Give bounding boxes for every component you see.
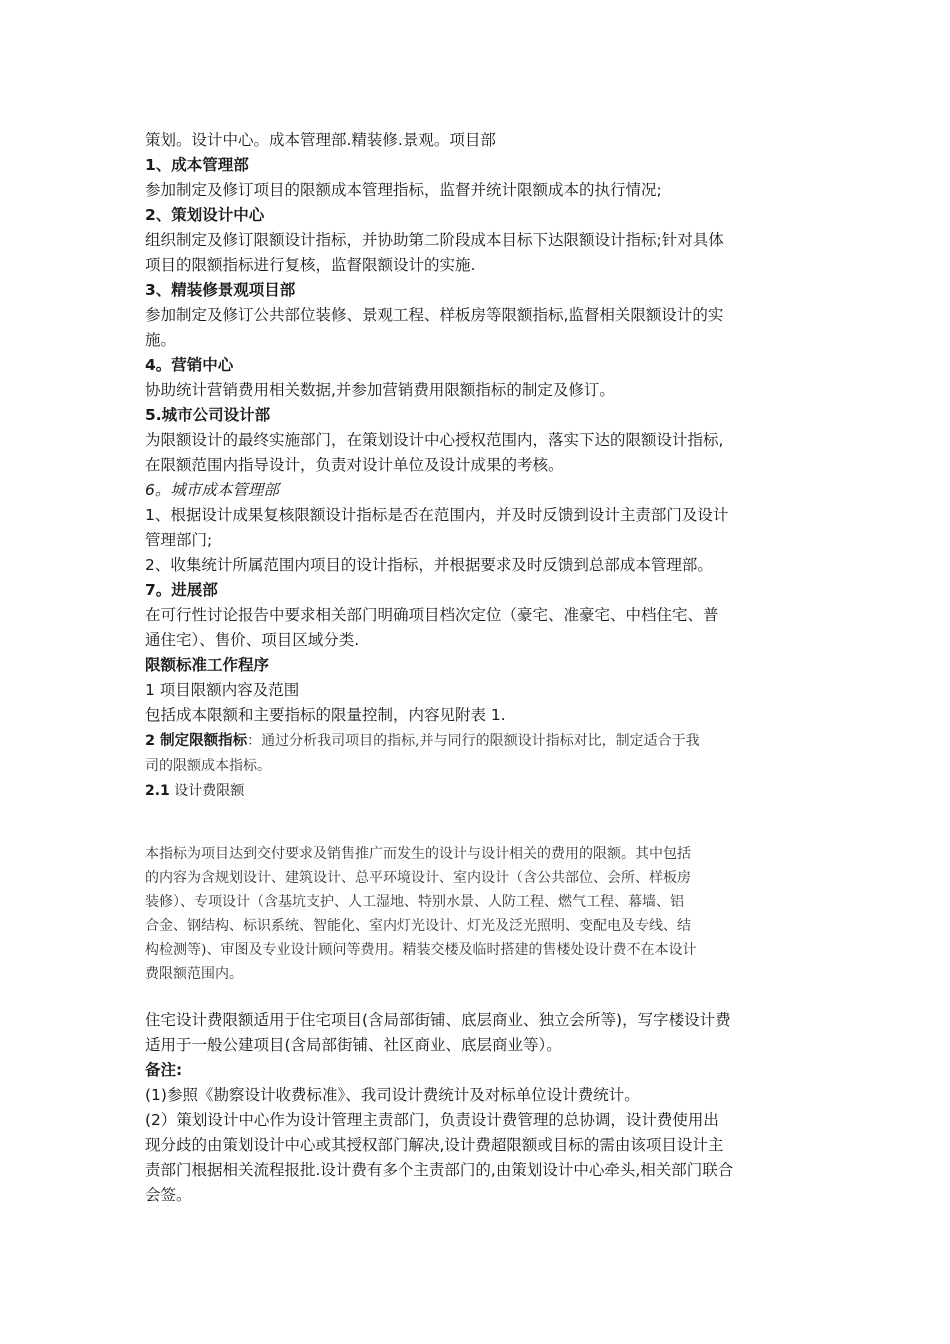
intro-line: 策划。设计中心。成本管理部.精装修.景观。项目部 (145, 131, 496, 149)
dept-title: 5.城市公司设计部 (145, 406, 271, 424)
dept-2 (145, 203, 810, 278)
dept-title: 2、策划设计中心 (145, 206, 265, 224)
notes-line: 现分歧的由策划设计中心或其授权部门解决,设计费超限额或目标的需由该项目设计主 (145, 1136, 724, 1154)
dept-body: 2、收集统计所属范围内项目的设计指标，并根据要求及时反馈到总部成本管理部。 (145, 556, 713, 574)
notes-line: 责部门根据相关流程报批.设计费有多个主责部门的,由策划设计中心牵头,相关部门联合 (145, 1161, 734, 1179)
spacer (145, 804, 810, 842)
dept-title: 4。营销中心 (145, 356, 234, 374)
procedure-item2-label: 2 制定限额指标 (145, 733, 248, 749)
dept-5 (145, 403, 810, 478)
dept-body: 在可行性讨论报告中要求相关部门明确项目档次定位（豪宅、准豪宅、中档住宅、普 (145, 606, 719, 624)
procedure-item2-text: ：通过分析我司项目的指标,并与同行的限额设计指标对比，制定适合于我 (247, 733, 700, 749)
procedure-item1-title: 1 项目限额内容及范围 (145, 681, 300, 699)
procedure-section (145, 653, 810, 804)
notes-line: (2）策划设计中心作为设计管理主责部门，负责设计费管理的总协调，设计费使用出 (145, 1111, 719, 1129)
notes-line: (1)参照《勘察设计收费标准》、我司设计费统计及对标单位设计费统计。 (145, 1086, 640, 1104)
dept-body: 施。 (145, 331, 177, 349)
dept-body: 参加制定及修订公共部位装修、景观工程、样板房等限额指标,监督相关限额设计的实 (145, 306, 724, 324)
paragraph-line: 构检测等)、审图及专业设计顾问等费用。精装交楼及临时搭建的售楼处设计费不在本设计 (145, 942, 697, 958)
dept-body: 组织制定及修订限额设计指标，并协助第二阶段成本目标下达限额设计指标;针对具体 (145, 231, 724, 249)
dept-title: 7。进展部 (145, 581, 218, 599)
item21-number: 2.1 (145, 783, 170, 799)
paragraph-line: 适用于一般公建项目(含局部街铺、社区商业、底层商业等）。 (145, 1036, 562, 1054)
item21-title: 设计费限额 (169, 783, 245, 799)
dept-body: 管理部门; (145, 531, 213, 549)
notes-title: 备注: (145, 1061, 183, 1079)
dept-body: 协助统计营销费用相关数据,并参加营销费用限额指标的制定及修订。 (145, 381, 615, 399)
dept-4 (145, 353, 810, 403)
document-page (145, 128, 810, 1208)
dept-body: 1、根据设计成果复核限额设计指标是否在范围内，并及时反馈到设计主责部门及设计 (145, 506, 729, 524)
procedure-item2-text-cont: 司的限额成本指标。 (145, 758, 271, 774)
procedure-item2-cont (145, 753, 810, 778)
spacer (145, 986, 810, 1008)
dept-title: 3、精装修景观项目部 (145, 281, 296, 299)
design-fee-paragraph (145, 842, 810, 986)
dept-7 (145, 578, 810, 653)
dept-title: 1、成本管理部 (145, 156, 249, 174)
dept-body: 在限额范围内指导设计，负责对设计单位及设计成果的考核。 (145, 456, 564, 474)
dept-body: 项目的限额指标进行复核，监督限额设计的实施. (145, 256, 476, 274)
notes-line: 会签。 (145, 1186, 192, 1204)
paragraph-line: 住宅设计费限额适用于住宅项目(含局部街铺、底层商业、独立会所等)，写字楼设计费 (145, 1011, 731, 1029)
dept-body: 参加制定及修订项目的限额成本管理指标，监督并统计限额成本的执行情况; (145, 181, 662, 199)
dept-body: 为限额设计的最终实施部门，在策划设计中心授权范围内，落实下达的限额设计指标, (145, 431, 724, 449)
paragraph-line: 装修）、专项设计（含基坑支护、人工湿地、特别水景、人防工程、燃气工程、幕墙、铝 (145, 894, 684, 910)
procedure-title: 限额标准工作程序 (145, 656, 270, 674)
paragraph-line: 合金、钢结构、标识系统、智能化、室内灯光设计、灯光及泛光照明、变配电及专线、结 (145, 918, 691, 934)
paragraph-line: 本指标为项目达到交付要求及销售推广而发生的设计与设计相关的费用的限额。其中包括 (145, 846, 691, 862)
dept-title: 6。城市成本管理部 (145, 481, 279, 499)
procedure-item2 (145, 728, 810, 753)
procedure-item1-body: 包括成本限额和主要指标的限量控制，内容见附表 1. (145, 706, 506, 724)
dept-6 (145, 478, 810, 578)
paragraph-line: 的内容为含规划设计、建筑设计、总平环境设计、室内设计（含公共部位、会所、样板房 (145, 870, 691, 886)
procedure-item21 (145, 778, 810, 804)
dept-body: 通住宅）、售价、项目区域分类. (145, 631, 360, 649)
dept-1 (145, 153, 810, 203)
notes-section (145, 1058, 810, 1208)
applicability-paragraph (145, 1008, 810, 1058)
paragraph-line: 费限额范围内。 (145, 966, 243, 982)
dept-3 (145, 278, 810, 353)
